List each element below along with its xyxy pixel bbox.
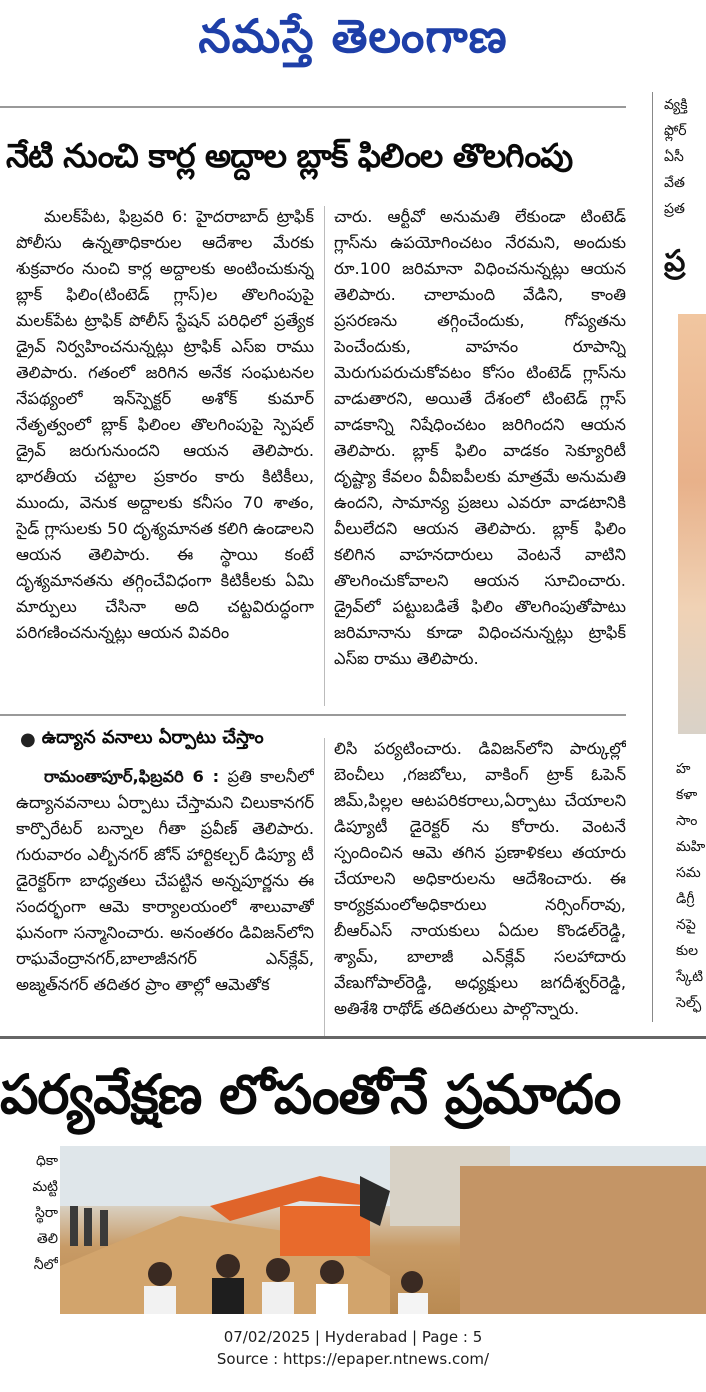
fragment-line: నీలో xyxy=(33,1257,58,1273)
strip-headline: ప్ర xyxy=(664,244,686,279)
strip-line: సాం xyxy=(676,813,698,829)
right-column-divider xyxy=(652,92,653,1022)
source-link[interactable]: Source : https://epaper.ntnews.com/ xyxy=(216,1350,490,1368)
edition-info: 07/02/2025 | Hyderabad | Page : 5 xyxy=(223,1328,483,1346)
article-body-1: మలక్‌పేట, ఫిబ్రవరి 6: హైదరాబాద్‌ ట్రాఫిక్‌ పోలీసు ఉన్నతాధికారుల ఆదేశాల మేరకు శుక్రవారం నుంచి కార్ల అద్దాలకు అంటించుకున్న బ్లాక్‌ ఫిలిం(టింటెడ్‌ గ్లాస్‌)ల తొలగింపుపై మలక్‌పేట ట్రాఫిక్‌ పోలీస్‌ స్టేషన్‌ పరిధిలో ప్రత్యేక డ్రైవ్‌ నిర్వహించనున్నట్లు ట్రాఫిక్‌ ఎస్‌ఐ రాము తెలిపారు. గతంలో జరిగిన అనేక సంఘటనల నేపథ్యంలో ఇన్‌స్పెక్టర్‌ అశోక్‌ కుమార్‌ నేతృత్వంలో బ్లాక్‌ ఫిలింల తొలగింపుపై స్పెషల్‌ డ్రైవ్‌ జరుగునుందని ఆయన తెలిపారు. భారతీయ చట్టాల ప్రకారం కారు కిటికీలు, ముందు, వెనుక అద్దాలకు కనీసం 70 శాతం, సైడ్‌ గ్లాసులకు 50 దృశ్యమానత కలిగి ఉండాలని ఆయన తెలిపారు. ఈ స్థాయి కంటే దృశ్యమానతను తగ్గించేవిధంగా కిటికీలకు ఏమి మార్పులు చేసినా అది చట్టవిరుద్ధంగా పరిగణించనున్నట్లు ఆయన వివరిం xyxy=(16,207,314,642)
adjacent-article-strip xyxy=(664,92,706,1022)
strip-line: స్కేటి xyxy=(676,969,704,985)
feature-headline: పర్యవేక్షణ లోపంతోనే ప్రమాదం xyxy=(0,1062,621,1126)
top-divider xyxy=(0,106,626,108)
fragment-line: మట్టి xyxy=(32,1179,58,1195)
article2-body-2: లిసి పర్యటించారు. డివిజన్‌లోని పార్కుల్లో బెంచీలు ,గజబోలు, వాకింగ్‌ ట్రాక్‌ ఓపెన్‌ జిమ్‌,పిల్లల ఆటపరికరాలు,ఏర్పాటు చేయాలని డిప్యూటీ డైరెక్టర్‌ ను కోరారు. వెంటనే స్పందించిన ఆమె తగిన ప్రణాళికలు తయారు చేయాలని అధికారులను ఆదేశించారు. ఈ కార్యక్రమంలోఅధికారులు నర్సింగ్‌రావు, బీఆర్‌ఎస్‌ నాయకులు ఏదుల కొండల్‌రెడ్డి, శ్యామ్‌, బాలాజీ ఎన్‌క్లేవ్‌ సలహాదారు వేణుగోపాల్‌రెడ్డి, అధ్యక్షులు జగదీశ్వర్‌రెడ్డి, అతిశేశి రాథోడ్‌ తదితరులు పాల్గొన్నారు. xyxy=(334,739,626,1018)
strip-line: ఫ్లోర్‌ xyxy=(664,123,687,139)
column-divider-2 xyxy=(324,738,325,1038)
article2-column-2 xyxy=(334,736,626,1042)
fragment-line: ధికా xyxy=(35,1153,58,1169)
strip-photo xyxy=(678,314,706,734)
dateline: రామంతాపూర్‌,ఫిబ్రవరి 6 : xyxy=(44,767,220,786)
strip-line: వేత xyxy=(664,175,685,191)
feature-photo xyxy=(60,1146,706,1314)
bullet-icon: ● xyxy=(20,728,36,750)
section-divider xyxy=(0,714,626,716)
article-column-2 xyxy=(334,204,626,710)
strip-line: డిగ్రీ xyxy=(676,891,695,907)
strip-line: ప్రత xyxy=(664,201,685,217)
strip-line: మహి xyxy=(676,839,706,855)
strip-line: వ్యక్తి xyxy=(664,97,688,113)
masthead xyxy=(0,0,706,84)
article2-column-1 xyxy=(16,764,314,1044)
strip-text-lower xyxy=(676,756,705,1016)
strip-line: కుల xyxy=(676,943,699,959)
article2-text-1: ప్రతి కాలనీలో ఉద్యానవనాలు ఏర్పాటు చేస్తామని చిలుకానగర్‌ కార్పొరేటర్‌ బన్నాల గీతా ప్రవీణ్‌ తెలిపారు. గురువారం ఎల్బీనగర్‌ జోన్‌ హార్టికల్చర్‌ డిప్యూ టీ డైరెక్టర్‌గా బాధ్యతలు చేపట్టిన అన్నపూర్ణను ఈ సందర్భంగా ఆమె కార్యాలయంలో శాలువాతో ఘనంగా సన్మానించారు. అనంతరం డివిజన్‌లోని రాఘవేంద్రానగర్‌,బాలాజీనగర్‌ ఎన్‌క్లేవ్‌, అజ్మత్‌నగర్‌ తదితర ప్రాం తాల్లో ఆమెతోక xyxy=(16,767,314,994)
strip-line: ఏసీ xyxy=(664,149,684,165)
strip-line: సెల్ఫ్ xyxy=(676,995,702,1011)
fragment-line: తెలి xyxy=(36,1231,58,1247)
article-body-2: చారు. ఆర్టీవో అనుమతి లేకుండా టింటెడ్‌ గ్లాస్‌ను ఉపయోగించటం నేరమని, అందుకు రూ.100 జరిమానా విధించనున్నట్లు ఆయన తెలిపారు. చాలామంది వేడిని, కాంతి ప్రసరణను తగ్గించేందుకు, గోప్యతను పెంచేందుకు, వాహనం రూపాన్ని మెరుగుపరుచుకోవటం కోసం టింటెడ్‌ గ్లాస్‌ను వాడుతారని, అయితే దేశంలో టింటెడ్‌ గ్లాస్‌ వాడకాన్ని నిషేధించటం జరిగిందని ఆయన తెలిపారు. బ్లాక్‌ ఫిలిం వాడకం సెక్యూరిటీ దృష్ట్యా కేవలం వీవీఐపీలకు మాత్రమే అనుమతి ఉందని, సామాన్య ప్రజలు ఎవరూ వాడటానికి వీలులేదని ఆయన తెలిపారు. బ్లాక్‌ ఫిలిం కలిగిన వాహనదారులు వెంటనే వాటిని తొలగించుకోవాలని ఆయన సూచించారు. డ్రైవ్‌లో పట్టుబడితే ఫిలిం తొలగింపుతోపాటు జరిమానాను కూడా విధించనున్నట్లు ట్రాఫిక్‌ ఎస్‌ఐ రాము తెలిపారు. xyxy=(334,207,626,668)
column-divider xyxy=(324,206,325,706)
feature-text-fragment xyxy=(0,1148,58,1318)
construction-scene-image xyxy=(60,1146,706,1314)
section-subhead xyxy=(20,722,320,756)
strip-text-top xyxy=(664,92,688,222)
page-section-divider xyxy=(0,1036,706,1039)
strip-line: కళా xyxy=(676,787,698,803)
subhead-text: ఉద్యాన వనాలు ఏర్పాటు చేస్తాం xyxy=(41,726,264,748)
article-headline: నేటి నుంచి కార్ల అద్దాల బ్లాక్‌ ఫిలింల తొలగింపు xyxy=(6,135,573,175)
strip-line: నపై xyxy=(676,917,696,933)
article2-body-1 xyxy=(16,764,314,998)
strip-line: సమ xyxy=(676,865,701,881)
strip-line: హ xyxy=(676,761,691,777)
article-column-1 xyxy=(16,204,314,710)
page-footer xyxy=(0,1326,706,1370)
newspaper-title: నమస్తే తెలంగాణ xyxy=(198,9,508,63)
fragment-line: స్థిరా xyxy=(35,1205,58,1221)
